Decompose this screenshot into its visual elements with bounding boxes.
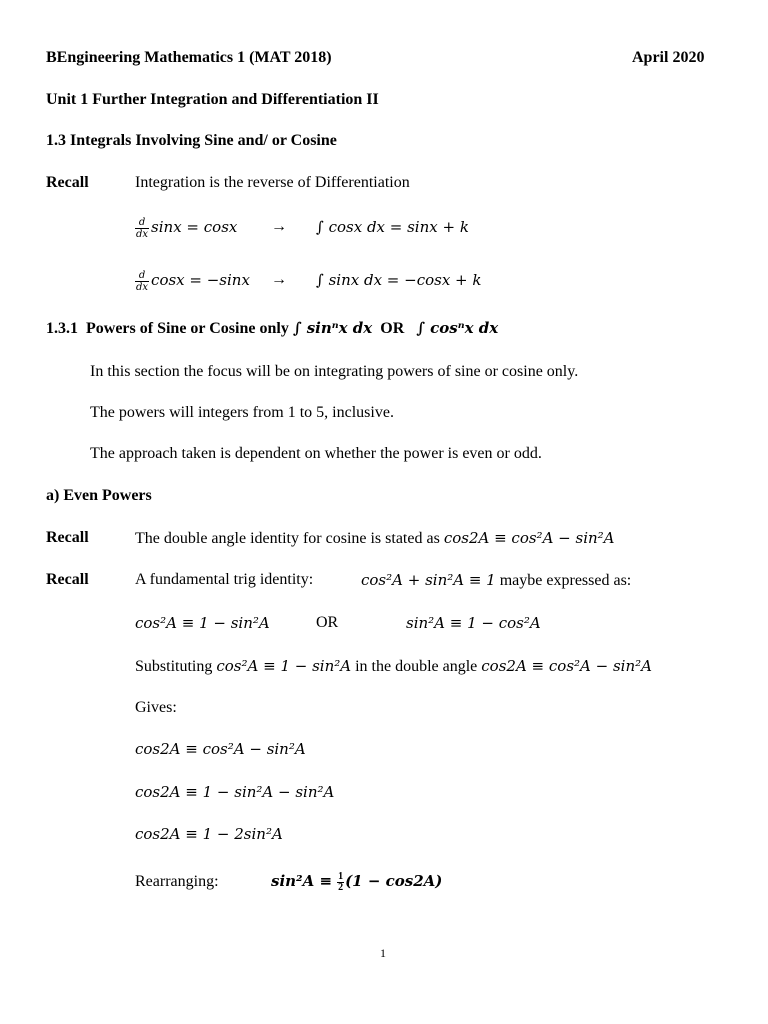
gives-text: Gives: — [135, 699, 177, 716]
paragraph-approach: The approach taken is dependent on whether the power is even or odd. — [90, 445, 542, 462]
unit-title: Unit 1 Further Integration and Differentiation II — [46, 91, 379, 108]
derivative-cos-equation — [135, 265, 250, 296]
double-angle-text: in the double angle — [355, 658, 478, 675]
equation-lhs: cosx = −sinx — [151, 271, 250, 289]
arrow-icon: → — [271, 218, 287, 235]
substituting-line — [135, 656, 652, 677]
integral-sin-equation: ∫ sinx dx = −cosx + k — [316, 271, 482, 289]
rearranged-result — [271, 866, 442, 897]
section-title: 1.3 Integrals Involving Sine and/ or Cosine — [46, 132, 337, 149]
expressed-as-text: maybe expressed as: — [499, 572, 632, 589]
fundamental-identity-text: A fundamental trig identity: — [135, 571, 314, 588]
document-date: April 2020 — [632, 49, 705, 66]
integral-cos-power: ∫ cosⁿx dx — [416, 319, 499, 337]
subsection-heading — [46, 318, 498, 339]
or-text: OR — [316, 614, 339, 631]
derivative-operator: $\frac{d}{dx}$ — [136, 216, 149, 240]
subsection-number: 1.3.1 — [46, 320, 78, 337]
result-lhs: sin²A ≡ — [271, 872, 333, 890]
paragraph-focus: In this section the focus will be on integrating powers of sine or cosine only. — [90, 363, 579, 380]
derivation-step-3: cos2A ≡ 1 − 2sin²A — [135, 825, 283, 843]
double-angle-identity: cos2A ≡ cos²A − sin²A — [443, 529, 615, 547]
derivation-step-1: cos2A ≡ cos²A − sin²A — [135, 740, 306, 758]
double-angle-identity: cos2A ≡ cos²A − sin²A — [481, 657, 652, 675]
one-half-fraction: $\frac{1}{2}$ — [338, 870, 344, 893]
paragraph-powers: The powers will integers from 1 to 5, inclusive. — [90, 404, 394, 421]
substituting-text: Substituting — [135, 658, 213, 675]
substituted-identity: cos²A ≡ 1 − sin²A — [216, 657, 352, 675]
recall-text: Integration is the reverse of Differentiation — [135, 174, 410, 191]
fundamental-identity-line — [361, 570, 631, 591]
derivation-step-2: cos2A ≡ 1 − sin²A − sin²A — [135, 783, 335, 801]
subsection-title: Powers of Sine or Cosine only — [86, 320, 289, 337]
or-text: OR — [380, 320, 405, 337]
double-angle-text: The double angle identity for cosine is stated as — [135, 530, 440, 547]
page-number: 1 — [380, 946, 386, 960]
derivative-operator: $\frac{d}{dx}$ — [136, 269, 149, 293]
integral-sin-power: ∫ sinⁿx dx — [292, 319, 373, 337]
recall-label: Recall — [46, 571, 89, 588]
result-rhs: (1 − cos2A) — [345, 872, 443, 890]
cos-squared-identity: cos²A ≡ 1 − sin²A — [135, 614, 270, 632]
recall-label: Recall — [46, 174, 89, 191]
equation-lhs: sinx = cosx — [151, 218, 238, 236]
integral-cos-equation: ∫ cosx dx = sinx + k — [316, 218, 469, 236]
sin-squared-identity: sin²A ≡ 1 − cos²A — [406, 614, 541, 632]
arrow-icon: → — [271, 271, 287, 288]
course-title: BEngineering Mathematics 1 (MAT 2018) — [46, 49, 332, 66]
pythagorean-identity: cos²A + sin²A ≡ 1 — [361, 571, 496, 589]
rearranging-label: Rearranging: — [135, 873, 219, 890]
even-powers-heading: a) Even Powers — [46, 487, 152, 504]
double-angle-line — [135, 528, 615, 549]
recall-label: Recall — [46, 529, 89, 546]
derivative-sin-equation — [135, 212, 237, 243]
